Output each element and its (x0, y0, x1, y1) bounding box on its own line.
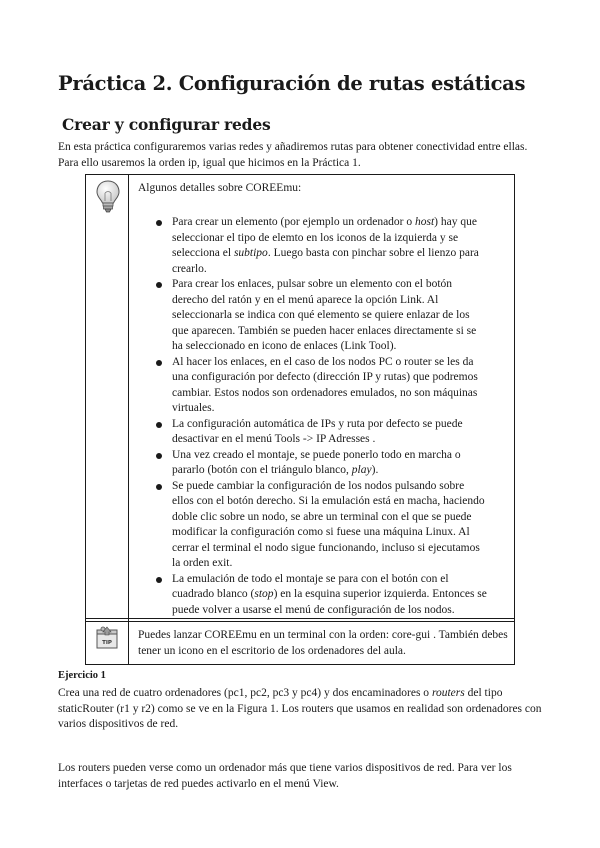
svg-text:TIP: TIP (102, 640, 112, 646)
list-item: Para crear los enlaces, pulsar sobre un elemento con el botón derecho del ratón y en el menú aparece la opción Link. Al seleccionarla se indica con qué elemento se quiere enlazar de los que aparecen. También se pueden hacer enlaces directamente si se ha seleccionado en icono de enlaces (Link Tool). (138, 277, 488, 355)
list-item: Una vez creado el montaje, se puede ponerlo todo en marcha o pararlo (botón con el triángulo blanco, play). (138, 448, 488, 479)
note-row-divider (86, 618, 514, 619)
tip-icon (94, 625, 120, 651)
note-title: Algunos detalles sobre COREEmu: (138, 182, 302, 194)
note-row-divider-double (86, 621, 514, 622)
closing-paragraph: Los routers pueden verse como un ordenador más que tiene varios dispositivos de red. Para ver los interfaces o tarjetas de red puedes activarlo en el menú View. (58, 762, 512, 790)
lightbulb-icon (95, 179, 121, 215)
list-item: La configuración automática de IPs y ruta por defecto se puede desactivar en el menú Tools -> IP Adresses . (138, 417, 488, 448)
note-list (138, 215, 488, 618)
note-box (85, 174, 515, 665)
bullet-icon (156, 422, 162, 428)
list-item: Se puede cambiar la configuración de los nodos pulsando sobre ellos con el botón derecho. Si la emulación está en macha, haciendo doble clic sobre un nodo, se abre un terminal con el que se puede modificar la configuración como si fuese una máquina Linux. Al cerrar el terminal el nodo sigue funcionando, incluso si ejecutamos la orden exit. (138, 479, 488, 572)
bullet-icon (156, 453, 162, 459)
bullet-icon (156, 577, 162, 583)
list-item: Al hacer los enlaces, en el caso de los nodos PC o router se les da una configuración por defecto (dirección IP y rutas) que podremos cambiar. Estos nodos son ordenadores emulados, no son máquinas virtuales. (138, 355, 488, 417)
bullet-icon (156, 220, 162, 226)
bullet-icon (156, 282, 162, 288)
list-item: Para crear un elemento (por ejemplo un ordenador o host) hay que seleccionar el tipo de elemto en los iconos de la izquierda y se selecciona el subtipo. Luego basta con pinchar sobre el lienzo para crearlo. (138, 215, 488, 277)
bullet-icon (156, 484, 162, 490)
note-column-divider (128, 175, 129, 664)
bullet-icon (156, 360, 162, 366)
intro-paragraph: En esta práctica configuraremos varias redes y añadiremos rutas para obtener conectividad entre ellas. Para ello usaremos la orden ip, igual que hicimos en la Práctica 1. (58, 141, 528, 169)
tip-text: Puedes lanzar COREEmu en un terminal con la orden: core-gui . También debes tener un icono en el escritorio de los ordenadores del aula. (138, 629, 508, 657)
list-item: La emulación de todo el montaje se para con el botón con el cuadrado blanco (stop) en la esquina superior izquierda. Entonces se puede volver a usarse el menú de configuración de los nodos. (138, 572, 488, 619)
exercise-paragraph: Crea una red de cuatro ordenadores (pc1, pc2, pc3 y pc4) y dos encaminadores o routers del tipo staticRouter (r1 y r2) como se ve en la Figura 1. Los routers que usamos en realidad son ordenadores con varios dispositivos de red. (58, 687, 542, 730)
section-title: Crear y configurar redes (62, 115, 271, 134)
page-title: Práctica 2. Configuración de rutas estáticas (58, 72, 526, 95)
exercise-heading: Ejercicio 1 (58, 670, 106, 681)
